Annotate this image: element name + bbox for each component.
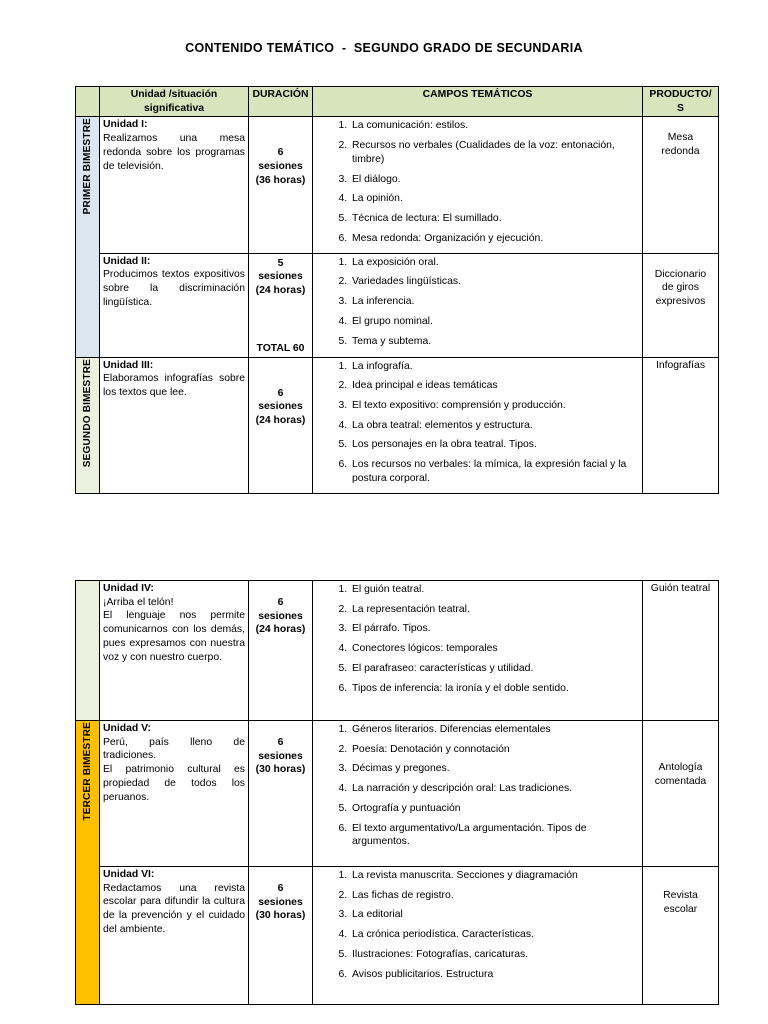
content-table-second — [75, 580, 719, 1005]
topic-item: 6. Los recursos no verbales: la mímica, la expresión facial y la postura corporal. — [350, 458, 639, 485]
topics-cell-2 — [313, 253, 643, 357]
unit-description: Realizamos una mesa redonda sobre los programas de televisión. — [103, 133, 245, 172]
unit-cell-1 — [100, 117, 249, 253]
topic-item: 6. Avisos publicitarios. Estructura — [350, 968, 639, 982]
topic-item: 4. El grupo nominal. — [350, 315, 639, 329]
topic-item: 4. La crónica periodística. Características. — [350, 928, 639, 942]
topic-item: 3. El texto expositivo: comprensión y producción. — [350, 399, 639, 413]
unit-row-5 — [76, 721, 719, 867]
unit-name: Unidad II: — [103, 255, 151, 267]
topic-item: 4. Conectores lógicos: temporales — [350, 642, 639, 656]
unit-cell-5 — [100, 721, 249, 867]
unit-description: El lenguaje nos permite comunicarnos con los demás, pues expresamos con nuestra voz y con nuestro cuerpo. — [103, 610, 245, 663]
page-title: CONTENIDO TEMÁTICO - SEGUNDO GRADO DE SECUNDARIA — [185, 41, 583, 55]
content-table-first — [75, 86, 719, 494]
topic-item: 2. Las fichas de registro. — [350, 889, 639, 903]
bimester-continuation — [76, 581, 100, 721]
topic-item: 3. Décimas y pregones. — [350, 762, 639, 776]
topic-item: 1. La comunicación: estilos. — [350, 119, 639, 133]
topic-item: 2. Recursos no verbales (Cualidades de la voz: entonación, timbre) — [350, 139, 639, 166]
topic-item: 2. Variedades lingüísticas. — [350, 275, 639, 289]
unit-name: Unidad VI: — [103, 869, 155, 880]
topic-item: 3. La inferencia. — [350, 295, 639, 309]
topic-item: 4. La opinión. — [350, 192, 639, 206]
topics-cell-1 — [313, 117, 643, 253]
bimester-label-1: PRIMER BIMESTRE — [76, 117, 100, 357]
unit-cell-6 — [100, 867, 249, 1005]
topics-cell-5 — [313, 721, 643, 867]
header-campos: CAMPOS TEMÁTICOS — [313, 87, 643, 117]
unit-cell-3 — [100, 357, 249, 493]
topic-item: 1. El guión teatral. — [350, 583, 639, 597]
duration-cell-1: 6 sesiones (36 horas) — [249, 117, 313, 253]
topic-item: 5. El parafraseo: características y utilidad. — [350, 662, 639, 676]
topic-item: 2. Poesía: Denotación y connotación — [350, 743, 639, 757]
table-header-row — [76, 87, 719, 117]
topic-item: 1. La exposición oral. — [350, 256, 639, 270]
unit-description: ¡Arriba el telón! — [103, 596, 174, 608]
product-cell-4: Guión teatral — [643, 581, 719, 721]
duration-cell-5: 6 sesiones (30 horas) — [249, 721, 313, 867]
unit-cell-2 — [100, 253, 249, 357]
unit-name: Unidad IV: — [103, 583, 154, 594]
header-producto: PRODUCTO/ S — [643, 87, 719, 117]
unit-description: Redactamos una revista escolar para difundir la cultura de la prevención y el cuidado del ambiente. — [103, 882, 245, 935]
product-cell-6: Revista escolar — [643, 867, 719, 1005]
bimester-label-2: SEGUNDO BIMESTRE — [76, 357, 100, 493]
topic-item: 1. La revista manuscrita. Secciones y diagramación — [350, 869, 639, 883]
topic-item: 5. Ilustraciones: Fotografías, caricaturas. — [350, 948, 639, 962]
topic-item: 6. El texto argumentativo/La argumentación. Tipos de argumentos. — [350, 822, 639, 849]
unit-description: El patrimonio cultural es propiedad de todos los peruanos. — [103, 764, 245, 803]
unit-description: Producimos textos expositivos sobre la discriminación lingüística. — [103, 269, 245, 308]
topic-item: 5. Los personajes en la obra teatral. Tipos. — [350, 438, 639, 452]
unit-name: Unidad III: — [103, 359, 154, 371]
unit-row-1 — [76, 117, 719, 253]
duration-cell-3: 6 sesiones (24 horas) — [249, 357, 313, 493]
topic-item: 3. La editorial — [350, 908, 639, 922]
unit-name: Unidad V: — [103, 723, 151, 734]
topic-item: 5. Tema y subtema. — [350, 335, 639, 349]
topic-item: 2. La representación teatral. — [350, 603, 639, 617]
topic-item: 4. La obra teatral: elementos y estructura. — [350, 419, 639, 433]
unit-row-3 — [76, 357, 719, 493]
topics-cell-4 — [313, 581, 643, 721]
product-cell-2: Diccionario de giros expresivos — [643, 253, 719, 357]
total-hours: TOTAL 60 — [256, 342, 305, 354]
product-cell-5: Antología comentada — [643, 721, 719, 867]
topic-item: 1. Géneros literarios. Diferencias elementales — [350, 723, 639, 737]
bimester-label-3: TERCER BIMESTRE — [76, 721, 100, 1005]
header-corner — [76, 87, 100, 117]
product-cell-3: Infografías — [643, 357, 719, 493]
topic-item: 1. La infografía. — [350, 360, 639, 374]
unit-name: Unidad I: — [103, 119, 148, 131]
duration-cell-6: 6 sesiones (30 horas) — [249, 867, 313, 1005]
unit-row-6 — [76, 867, 719, 1005]
duration-cell-2: 5 sesiones (24 horas) TOTAL 60 — [249, 253, 313, 357]
topic-item: 6. Mesa redonda: Organización y ejecución. — [350, 232, 639, 246]
topic-item: 5. Ortografía y puntuación — [350, 802, 639, 816]
unit-row-2 — [76, 253, 719, 357]
header-duracion: DURACIÓN — [249, 87, 313, 117]
topic-item: 6. Tipos de inferencia: la ironía y el doble sentido. — [350, 682, 639, 696]
topics-cell-6 — [313, 867, 643, 1005]
topics-cell-3 — [313, 357, 643, 493]
topic-item: 5. Técnica de lectura: El sumillado. — [350, 212, 639, 226]
topic-item: 3. El párrafo. Tipos. — [350, 622, 639, 636]
unit-description: Perú, país lleno de tradiciones. — [103, 736, 245, 762]
topic-item: 2. Idea principal e ideas temáticas — [350, 379, 639, 393]
duration-cell-4: 6 sesiones (24 horas) — [249, 581, 313, 721]
unit-cell-4 — [100, 581, 249, 721]
product-cell-1: Mesa redonda — [643, 117, 719, 253]
header-unidad: Unidad /situación significativa — [100, 87, 249, 117]
topic-item: 3. El diálogo. — [350, 173, 639, 187]
unit-description: Elaboramos infografías sobre los textos que lee. — [103, 373, 245, 399]
topic-item: 4. La narración y descripción oral: Las tradiciones. — [350, 782, 639, 796]
unit-row-4 — [76, 581, 719, 721]
